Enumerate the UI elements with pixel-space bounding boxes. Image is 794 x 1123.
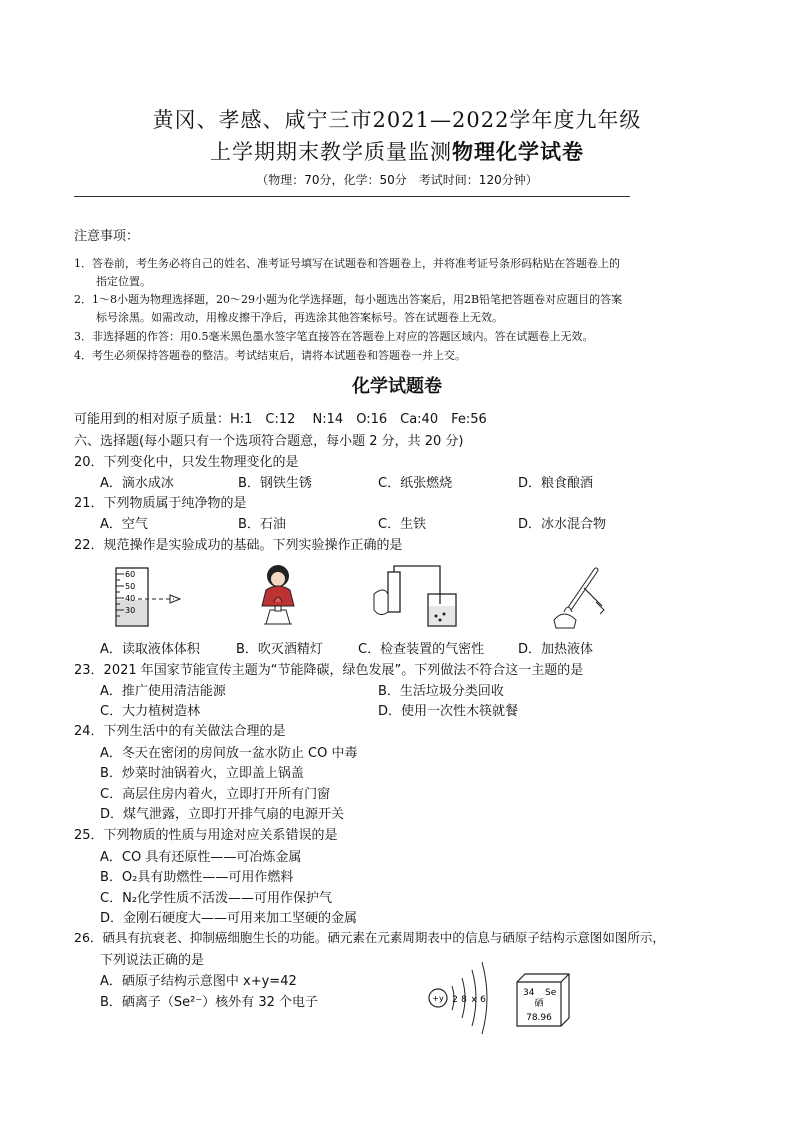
q25-option-d: D．金刚石硬度大——可用来加工坚硬的金属 bbox=[100, 911, 358, 926]
selenium-atom-structure-diagram bbox=[426, 958, 506, 1038]
question-26-stem-line1: 26．硒具有抗衰老、抑制癌细胞生长的功能。硒元素在元素周期表中的信息与硒原子结构示意图如图所示， bbox=[74, 930, 665, 945]
q24-option-b: B．炒菜时油锅着火，立即盖上锅盖 bbox=[100, 766, 304, 781]
q21-option-c: C．生铁 bbox=[378, 517, 427, 532]
question-21-stem: 21．下列物质属于纯净物的是 bbox=[74, 496, 247, 511]
q23-option-b: B．生活垃圾分类回收 bbox=[378, 684, 504, 699]
note-item: 1．答卷前，考生务必将自己的姓名、准考证号填写在试题卷和答题卷上，并将准考证号条形码粘贴在答题卷上的 bbox=[74, 257, 620, 270]
exam-title-line1: 黄冈、孝感、咸宁三市2021—2022学年度九年级 bbox=[152, 108, 642, 132]
element-symbol: Se bbox=[545, 988, 557, 998]
graduated-cylinder-figure bbox=[110, 566, 190, 632]
q25-option-a: A．CO 具有还原性——可冶炼金属 bbox=[100, 850, 302, 865]
nucleus-charge: +y bbox=[432, 994, 444, 1003]
q26-option-b: B．硒离子（Se²⁻）核外有 32 个电子 bbox=[100, 995, 319, 1010]
periodic-table-cell bbox=[515, 972, 571, 1030]
notes-heading: 注意事项： bbox=[74, 229, 140, 244]
note-item: 指定位置。 bbox=[74, 275, 151, 288]
q25-option-b: B．O₂具有助燃性——可用作燃料 bbox=[100, 870, 294, 885]
question-22-stem: 22．规范操作是实验成功的基础。下列实验操作正确的是 bbox=[74, 538, 403, 553]
shell-electrons-1: 2 bbox=[452, 995, 458, 1005]
cylinder-tick-60: 60 bbox=[125, 570, 136, 579]
note-item: 3．非选择题的作答：用0.5毫米黑色墨水签字笔直接答在答题卷上对应的答题区域内。答在试题卷上无效。 bbox=[74, 330, 594, 343]
element-name: 硒 bbox=[534, 999, 544, 1009]
note-item: 4．考生必须保持答题卷的整洁。考试结束后，请将本试题卷和答题卷一并上交。 bbox=[74, 349, 466, 362]
cylinder-tick-50: 50 bbox=[125, 582, 136, 591]
q24-option-c: C．高层住房内着火，立即打开所有门窗 bbox=[100, 787, 331, 802]
q24-option-d: D．煤气泄露，立即打开排气扇的电源开关 bbox=[100, 807, 345, 822]
q22-option-c: C．检查装置的气密性 bbox=[358, 642, 485, 657]
part-heading: 六、选择题(每小题只有一个选项符合题意，每小题 2 分，共 20 分) bbox=[74, 434, 464, 449]
alcohol-lamp-figure bbox=[248, 562, 310, 632]
question-23-stem: 23．2021 年国家节能宣传主题为“节能降碳，绿色发展”。下列做法不符合这一主题的是 bbox=[74, 663, 584, 678]
question-24-stem: 24．下列生活中的有关做法合理的是 bbox=[74, 724, 286, 739]
cylinder-tick-40: 40 bbox=[125, 594, 136, 603]
question-25-stem: 25．下列物质的性质与用途对应关系错误的是 bbox=[74, 828, 338, 843]
q21-option-a: A．空气 bbox=[100, 517, 148, 532]
q26-option-a: A．硒原子结构示意图中 x+y=42 bbox=[100, 974, 297, 989]
q23-option-c: C．大力植树造林 bbox=[100, 704, 201, 719]
note-item: 标号涂黑。如需改动，用橡皮擦干净后，再选涂其他答案标号。答在试题卷上无效。 bbox=[74, 311, 503, 324]
header-divider bbox=[74, 196, 630, 197]
cylinder-tick-30: 30 bbox=[125, 606, 136, 615]
q23-option-a: A．推广使用清洁能源 bbox=[100, 684, 226, 699]
shell-electrons-4: 6 bbox=[480, 995, 486, 1005]
exam-meta: （物理：70分，化学：50分 考试时间：120分钟） bbox=[256, 173, 538, 187]
question-26-stem-line2: 下列说法正确的是 bbox=[100, 953, 205, 968]
q22-option-d: D．加热液体 bbox=[518, 642, 594, 657]
shell-electrons-2: 8 bbox=[461, 995, 467, 1005]
exam-title-line2 bbox=[0, 136, 794, 166]
q24-option-a: A．冬天在密闭的房间放一盆水防止 CO 中毒 bbox=[100, 746, 358, 761]
q25-option-c: C．N₂化学性质不活泼——可用作保护气 bbox=[100, 891, 333, 906]
q22-option-a: A．读取液体体积 bbox=[100, 642, 200, 657]
q20-option-c: C．纸张燃烧 bbox=[378, 476, 453, 491]
atomic-masses: 可能用到的相对原子质量：H:1 C:12 N:14 O:16 Ca:40 Fe:56 bbox=[74, 412, 487, 427]
note-item: 2．1～8小题为物理选择题，20～29小题为化学选择题，每小题选出答案后，用2B铅笔把答题卷对应题目的答案 bbox=[74, 293, 623, 306]
q21-option-b: B．石油 bbox=[238, 517, 286, 532]
exam-title-line2-subject: 物理化学试卷 bbox=[452, 140, 584, 164]
q21-option-d: D．冰水混合物 bbox=[518, 517, 607, 532]
airtightness-check-figure bbox=[366, 564, 466, 634]
shell-electrons-3: x bbox=[471, 995, 477, 1005]
q22-option-b: B．吹灭酒精灯 bbox=[236, 642, 323, 657]
exam-title-line2-prefix: 上学期期末教学质量监测 bbox=[210, 140, 452, 164]
q23-option-d: D．使用一次性木筷就餐 bbox=[378, 704, 519, 719]
atomic-mass: 78.96 bbox=[526, 1013, 552, 1023]
atomic-number: 34 bbox=[523, 988, 535, 998]
q20-option-b: B．钢铁生锈 bbox=[238, 476, 312, 491]
q20-option-a: A．滴水成冰 bbox=[100, 476, 174, 491]
question-20-stem: 20．下列变化中，只发生物理变化的是 bbox=[74, 455, 299, 470]
section-title: 化学试题卷 bbox=[352, 376, 442, 397]
q20-option-d: D．粮食酿酒 bbox=[518, 476, 594, 491]
heating-liquid-figure bbox=[530, 562, 610, 634]
